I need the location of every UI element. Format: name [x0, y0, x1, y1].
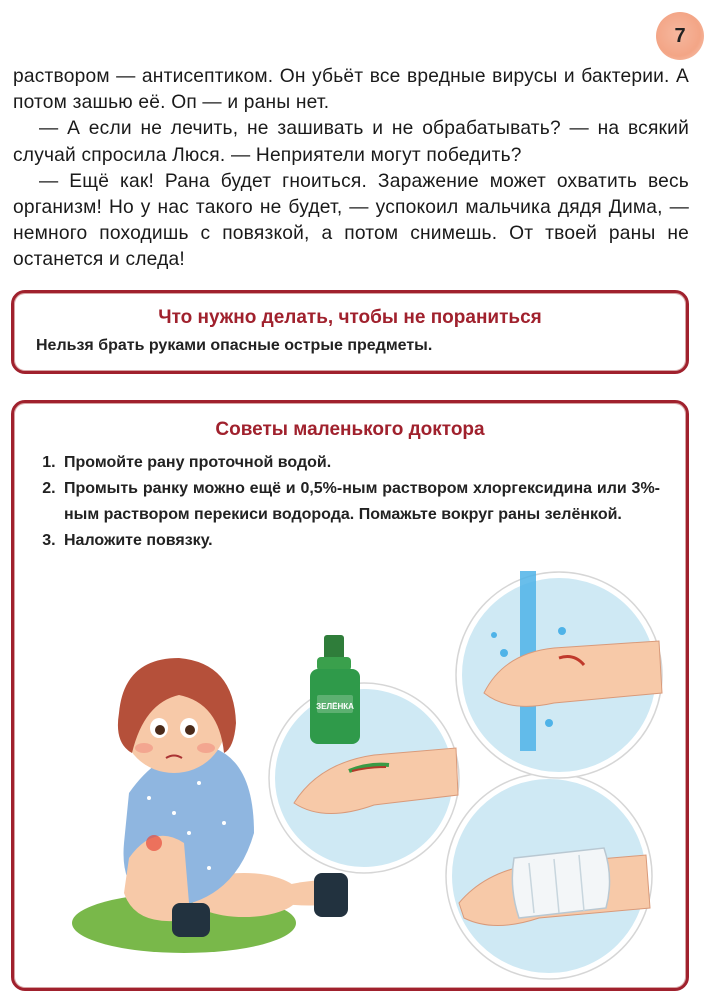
bottle-label: ЗЕЛЁНКА: [316, 702, 354, 711]
zelenka-bottle-icon: [310, 635, 360, 744]
tip-item: 3. Наложите повязку.: [60, 528, 660, 554]
story-paragraph: раствором — антисептиком. Он убьёт все вредные вирусы и бактерии. А потом зашью её. Оп — и раны нет.: [13, 66, 689, 114]
tips-box-title: Советы маленького доктора: [215, 419, 485, 440]
tip-item: 1. Промойте рану проточной водой.: [60, 450, 660, 476]
page-number: 7: [674, 25, 686, 47]
rule-box-title: Что нужно делать, чтобы не пораниться: [158, 307, 542, 328]
water-circle: [456, 571, 662, 778]
antiseptic-circle: [269, 635, 459, 873]
page-number-badge: [656, 12, 704, 60]
rule-text: Нельзя брать руками опасные острые предметы.: [36, 337, 433, 354]
rule-box: [11, 290, 689, 374]
story-paragraph: — Ещё как! Рана будет гноиться. Заражение может охватить весь организм! Но у нас такого не будет, — успокоил мальчика дядя Дима, — немного походишь с повязкой, а потом снимешь. От твоей раны не останется и следа!: [13, 170, 689, 271]
story-paragraph: — А если не лечить, не зашивать и не обрабатывать? — на всякий случай спросила Люся. — Неприятели могут победить?: [13, 118, 689, 166]
tip-item: 2. Промыть ранку можно ещё и 0,5%-ным раствором хлоргексидина или 3%-ным раствором перекиси водорода. Помажьте вокруг раны зелёнкой.: [60, 476, 660, 528]
tips-box: [11, 400, 689, 991]
story-text: [13, 64, 689, 274]
bandage-circle: [446, 773, 652, 979]
illustration: [14, 403, 686, 988]
